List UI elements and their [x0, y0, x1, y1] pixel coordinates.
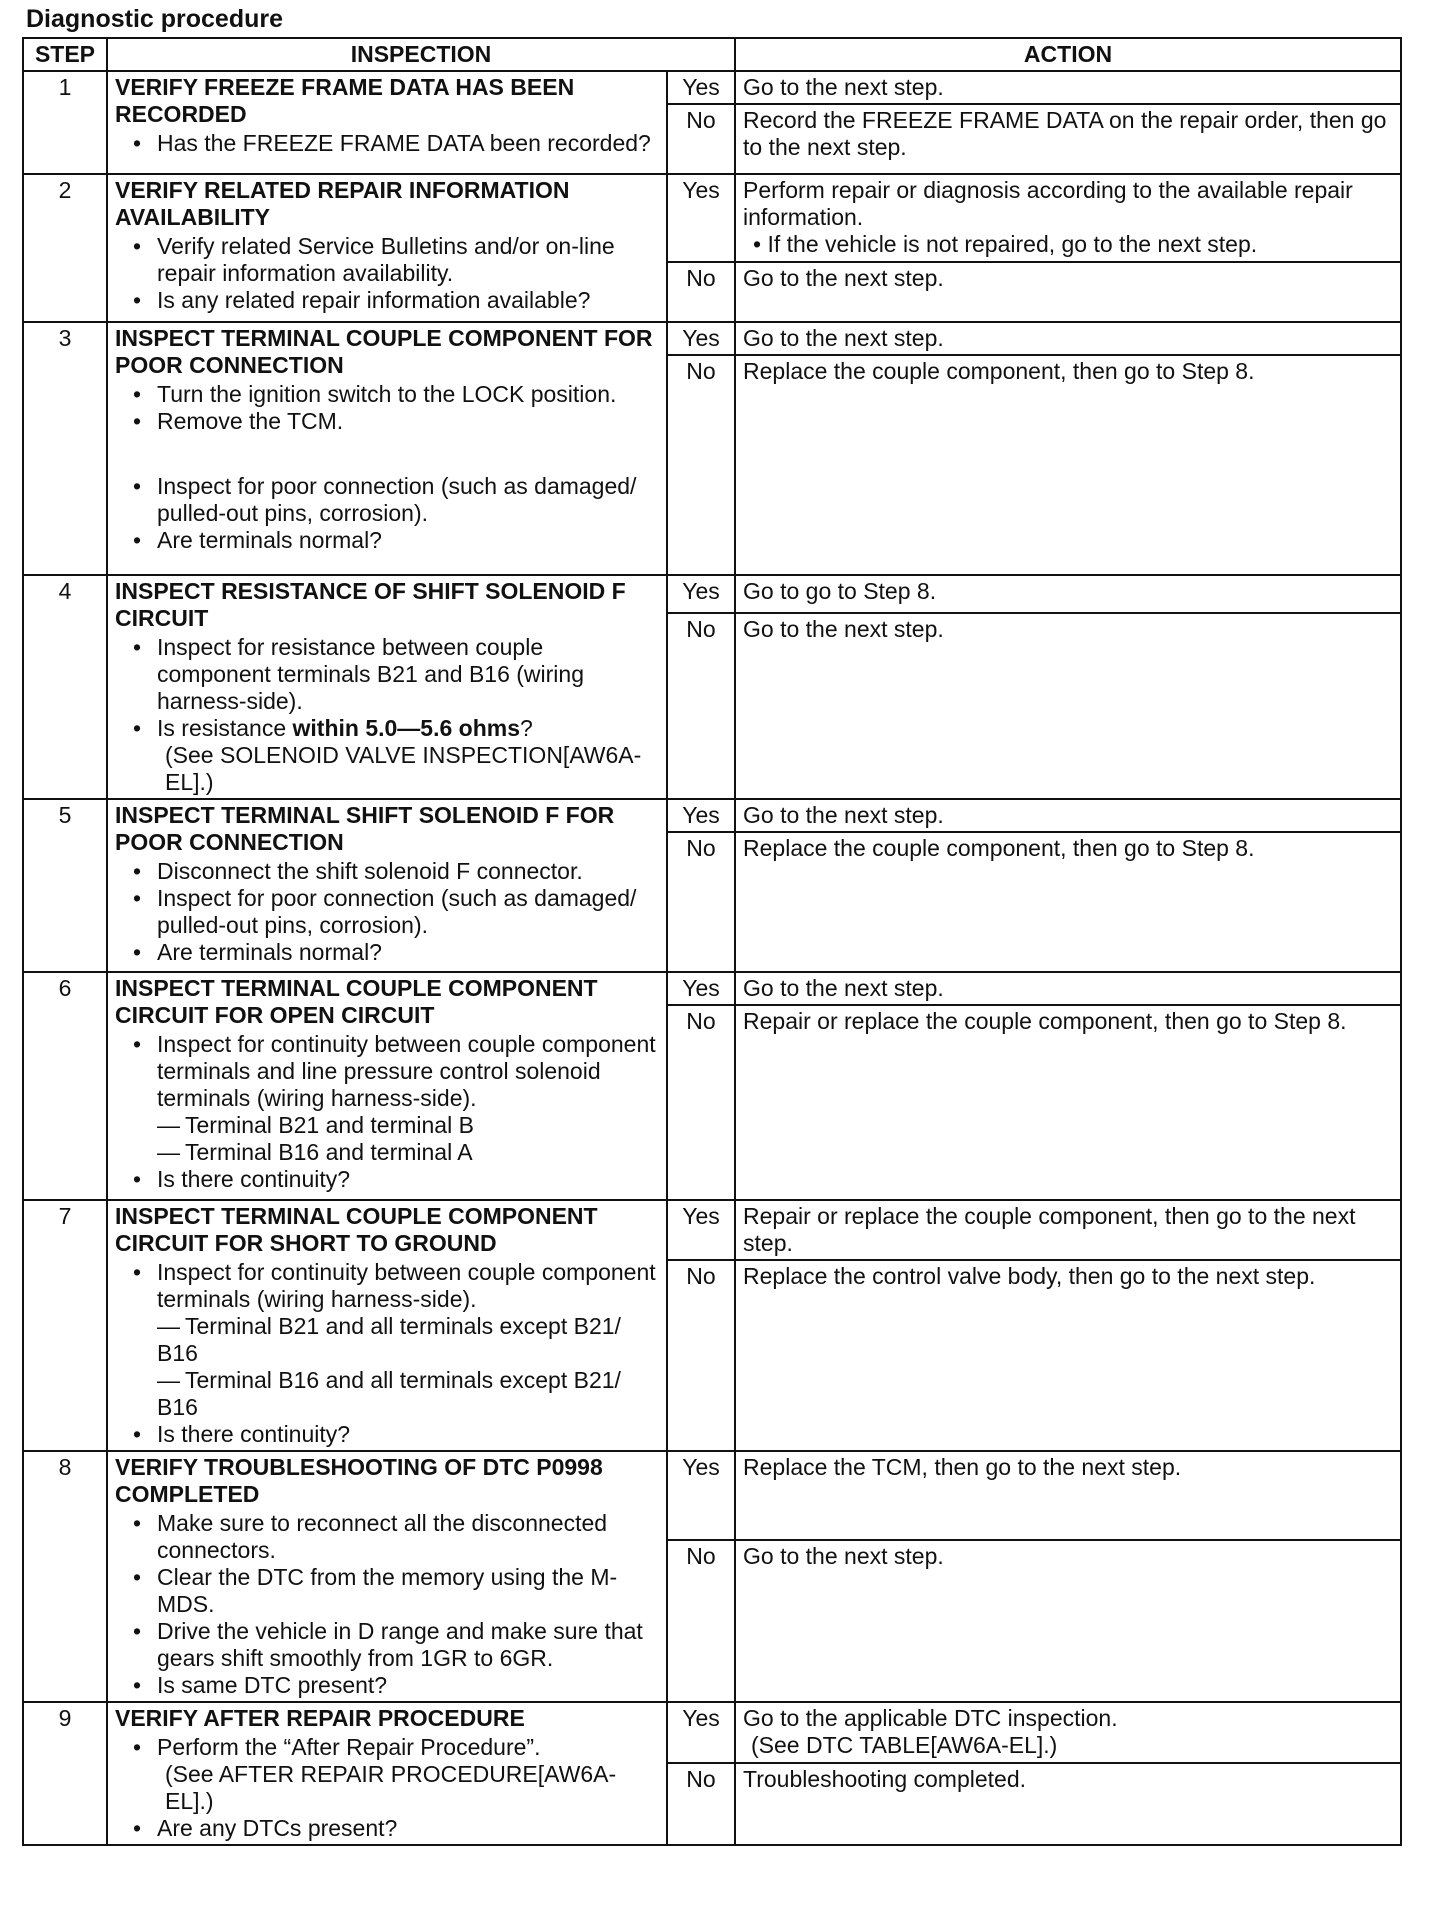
reference-note: (See AFTER REPAIR PROCEDURE[AW6A-EL].)	[165, 1761, 617, 1814]
table-row	[23, 174, 1401, 262]
no-action: Troubleshooting completed.	[735, 1763, 1401, 1845]
reference-note: (See DTC TABLE[AW6A-EL].)	[751, 1732, 1058, 1758]
inspection-item: • Inspect for continuity between couple component terminals (wiring harness-side). — Terminal B21 and all terminals except B21/ B16 — Terminal B16 and all terminals except B21/ B16	[157, 1259, 659, 1421]
reference-note: (See SOLENOID VALVE INSPECTION[AW6A-EL].)	[165, 742, 642, 795]
table-row	[23, 1451, 1401, 1540]
no-action: Go to the next step.	[735, 1540, 1401, 1702]
header-step: STEP	[23, 38, 107, 71]
inspection-item: • Inspect for poor connection (such as damaged/ pulled-out pins, corrosion).	[157, 885, 659, 939]
inspection-item: • Are any DTCs present?	[157, 1815, 659, 1842]
step-number: 4	[23, 575, 107, 799]
yes-action: Go to the next step.	[735, 799, 1401, 832]
table-row	[23, 71, 1401, 104]
inspection-item: • Is there continuity?	[157, 1166, 659, 1193]
inspection-cell	[107, 972, 667, 1200]
yes-action-note: • If the vehicle is not repaired, go to the next step.	[743, 231, 1257, 257]
diagnostic-table	[22, 37, 1402, 1846]
step-heading: VERIFY RELATED REPAIR INFORMATION AVAILABILITY	[115, 177, 570, 230]
inspection-item: • Is same DTC present?	[157, 1672, 659, 1699]
no-label: No	[667, 1260, 735, 1451]
table-header-row	[23, 38, 1401, 71]
table-row	[23, 972, 1401, 1005]
yes-label: Yes	[667, 972, 735, 1005]
sub-item: — Terminal B21 and terminal B	[157, 1112, 474, 1138]
yes-label: Yes	[667, 174, 735, 262]
inspection-item: • Perform the “After Repair Procedure”. (See AFTER REPAIR PROCEDURE[AW6A-EL].)	[157, 1734, 659, 1815]
no-action: Repair or replace the couple component, then go to Step 8.	[735, 1005, 1401, 1200]
step-heading: VERIFY TROUBLESHOOTING OF DTC P0998 COMPLETED	[115, 1454, 603, 1507]
step-heading: INSPECT TERMINAL COUPLE COMPONENT CIRCUIT FOR OPEN CIRCUIT	[115, 975, 598, 1028]
resistance-spec: within 5.0—5.6 ohms	[292, 715, 520, 741]
inspection-cell	[107, 1702, 667, 1845]
sub-item: — Terminal B16 and terminal A	[157, 1139, 473, 1165]
yes-label: Yes	[667, 1451, 735, 1540]
inspection-item: • Are terminals normal?	[157, 527, 659, 554]
yes-action: Go to the next step.	[735, 322, 1401, 355]
inspection-item: • Is there continuity?	[157, 1421, 659, 1448]
yes-action: Repair or replace the couple component, then go to the next step.	[735, 1200, 1401, 1260]
table-row	[23, 799, 1401, 832]
step-number: 3	[23, 322, 107, 575]
step-number: 6	[23, 972, 107, 1200]
sub-item: — Terminal B21 and all terminals except B21/ B16	[157, 1313, 621, 1366]
inspection-item: • Verify related Service Bulletins and/or on-line repair information availability.	[157, 233, 659, 287]
inspection-item: • Clear the DTC from the memory using the M-MDS.	[157, 1564, 659, 1618]
inspection-item: • Is any related repair information available?	[157, 287, 659, 314]
step-number: 1	[23, 71, 107, 174]
inspection-item: • Inspect for poor connection (such as damaged/ pulled-out pins, corrosion).	[157, 473, 659, 527]
yes-label: Yes	[667, 1200, 735, 1260]
step-number: 7	[23, 1200, 107, 1451]
step-number: 5	[23, 799, 107, 972]
sub-item: — Terminal B16 and all terminals except B21/ B16	[157, 1367, 621, 1420]
step-number: 9	[23, 1702, 107, 1845]
table-row	[23, 322, 1401, 355]
yes-label: Yes	[667, 322, 735, 355]
inspection-item: • Turn the ignition switch to the LOCK position.	[157, 381, 659, 408]
no-label: No	[667, 104, 735, 174]
inspection-cell	[107, 1451, 667, 1702]
inspection-question: • Is resistance within 5.0—5.6 ohms? (See SOLENOID VALVE INSPECTION[AW6A-EL].)	[157, 715, 659, 796]
inspection-item: • Drive the vehicle in D range and make sure that gears shift smoothly from 1GR to 6GR.	[157, 1618, 659, 1672]
table-row	[23, 1702, 1401, 1763]
no-action: Go to the next step.	[735, 613, 1401, 799]
yes-action: Go to the next step.	[735, 972, 1401, 1005]
yes-action: Perform repair or diagnosis according to the available repair information.	[743, 177, 1353, 230]
step-heading: INSPECT TERMINAL COUPLE COMPONENT CIRCUIT FOR SHORT TO GROUND	[115, 1203, 598, 1256]
inspection-item: • Disconnect the shift solenoid F connector.	[157, 858, 659, 885]
no-label: No	[667, 1540, 735, 1702]
yes-label: Yes	[667, 1702, 735, 1763]
yes-action-cell	[735, 1702, 1401, 1763]
yes-action: Go to go to Step 8.	[735, 575, 1401, 613]
inspection-item: • Has the FREEZE FRAME DATA been recorded?	[157, 130, 659, 157]
yes-action: Go to the next step.	[735, 71, 1401, 104]
yes-label: Yes	[667, 575, 735, 613]
inspection-item: • Remove the TCM.	[157, 408, 659, 435]
inspection-item: • Inspect for resistance between couple component terminals B21 and B16 (wiring harness-side).	[157, 634, 659, 715]
no-label: No	[667, 1005, 735, 1200]
no-label: No	[667, 1763, 735, 1845]
step-heading: INSPECT TERMINAL SHIFT SOLENOID F FOR POOR CONNECTION	[115, 802, 615, 855]
inspection-item: • Make sure to reconnect all the disconnected connectors.	[157, 1510, 659, 1564]
step-heading: INSPECT TERMINAL COUPLE COMPONENT FOR POOR CONNECTION	[115, 325, 653, 378]
inspection-cell	[107, 322, 667, 575]
step-number: 2	[23, 174, 107, 322]
no-action: Go to the next step.	[735, 262, 1401, 322]
no-action: Replace the couple component, then go to Step 8.	[735, 832, 1401, 972]
no-label: No	[667, 355, 735, 575]
no-label: No	[667, 832, 735, 972]
header-action: ACTION	[735, 38, 1401, 71]
yes-label: Yes	[667, 799, 735, 832]
inspection-cell	[107, 575, 667, 799]
no-action: Record the FREEZE FRAME DATA on the repair order, then go to the next step.	[735, 104, 1401, 174]
inspection-cell	[107, 1200, 667, 1451]
header-inspection: INSPECTION	[107, 38, 735, 71]
inspection-cell	[107, 174, 667, 322]
table-row	[23, 1200, 1401, 1260]
inspection-cell	[107, 799, 667, 972]
step-heading: VERIFY AFTER REPAIR PROCEDURE	[115, 1705, 525, 1731]
inspection-cell	[107, 71, 667, 174]
step-heading: VERIFY FREEZE FRAME DATA HAS BEEN RECORDED	[115, 74, 575, 127]
no-label: No	[667, 262, 735, 322]
no-label: No	[667, 613, 735, 799]
step-heading: INSPECT RESISTANCE OF SHIFT SOLENOID F CIRCUIT	[115, 578, 626, 631]
yes-action-cell	[735, 174, 1401, 262]
inspection-item: • Inspect for continuity between couple component terminals and line pressure control solenoid terminals (wiring harness-side). — Terminal B21 and terminal B — Terminal B16 and terminal A	[157, 1031, 659, 1166]
no-action: Replace the control valve body, then go to the next step.	[735, 1260, 1401, 1451]
no-action: Replace the couple component, then go to Step 8.	[735, 355, 1401, 575]
page-title: Diagnostic procedure	[26, 5, 283, 33]
yes-label: Yes	[667, 71, 735, 104]
step-number: 8	[23, 1451, 107, 1702]
table-row	[23, 575, 1401, 613]
yes-action: Replace the TCM, then go to the next step.	[735, 1451, 1401, 1540]
yes-action: Go to the applicable DTC inspection.	[743, 1705, 1118, 1731]
inspection-item: • Are terminals normal?	[157, 939, 659, 966]
